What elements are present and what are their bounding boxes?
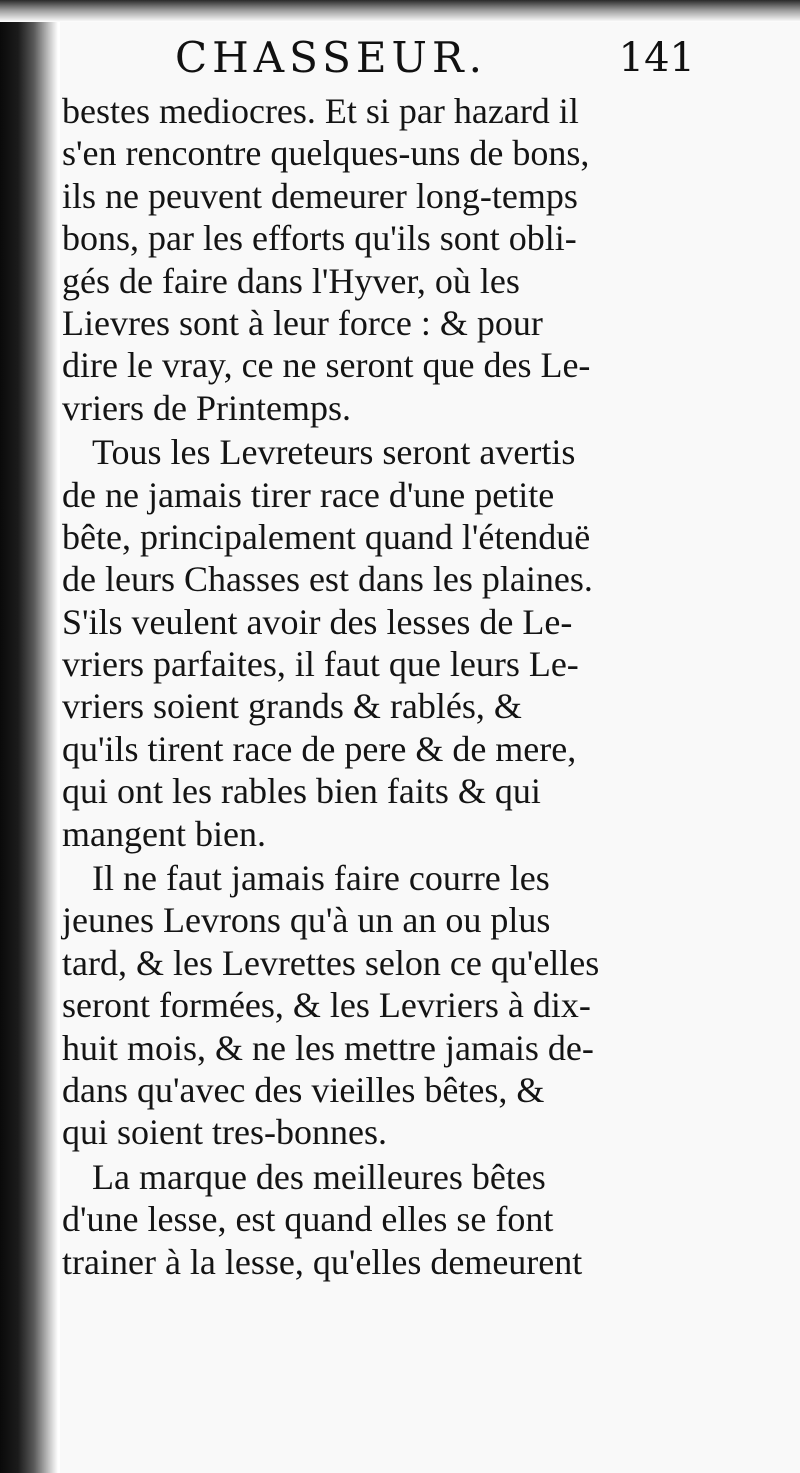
- text-line: Il ne faut jamais faire courre les: [92, 858, 550, 899]
- running-head: [115, 28, 695, 88]
- text-line: huit mois, & ne les mettre jamais de-: [62, 1027, 594, 1068]
- text-line: mangent bien.: [62, 813, 266, 854]
- paragraph: [62, 90, 692, 429]
- text-line: jeunes Levrons qu'à un an ou plus: [62, 900, 551, 941]
- text-line: tard, & les Levrettes selon ce qu'elles: [62, 942, 600, 983]
- text-line: vriers de Printemps.: [62, 387, 351, 428]
- text-line: d'une lesse, est quand elles se font: [62, 1199, 554, 1240]
- text-line: de leurs Chasses est dans les plaines.: [62, 559, 593, 600]
- page-top-shadow: [0, 0, 800, 22]
- text-line: qu'ils tirent race de pere & de mere,: [62, 728, 577, 769]
- text-line: bestes mediocres. Et si par hazard il: [62, 91, 579, 131]
- text-line: trainer à la lesse, qu'elles demeurent: [62, 1241, 583, 1282]
- text-line: bons, par les efforts qu'ils sont obli-: [62, 218, 577, 259]
- text-line: Lievres sont à leur force : & pour: [62, 302, 543, 343]
- text-line: de ne jamais tirer race d'une petite: [62, 474, 555, 515]
- text-line: qui soient tres-bonnes.: [62, 1112, 387, 1153]
- book-gutter-shadow: [0, 0, 58, 1473]
- running-title: CHASSEUR.: [175, 33, 487, 82]
- text-line: La marque des meilleures bêtes: [92, 1156, 546, 1197]
- paragraph: [62, 1156, 692, 1283]
- text-line: seront formées, & les Levriers à dix-: [62, 985, 591, 1026]
- text-line: vriers soient grands & rablés, &: [62, 686, 522, 727]
- text-line: bête, principalement quand l'étenduë: [62, 516, 591, 557]
- text-line: ils ne peuvent demeurer long-temps: [62, 175, 578, 216]
- text-line: gés de faire dans l'Hyver, où les: [62, 260, 520, 301]
- text-line: Tous les Levreteurs seront avertis: [92, 432, 576, 473]
- text-line: vriers parfaites, il faut que leurs Le-: [62, 644, 579, 685]
- text-line: qui ont les rables bien faits & qui: [62, 771, 541, 812]
- paragraph: [62, 857, 692, 1154]
- text-line: dans qu'avec des vieilles bêtes, &: [62, 1069, 545, 1110]
- paragraph: [62, 431, 692, 855]
- text-line: dire le vray, ce ne seront que des Le-: [62, 345, 591, 386]
- text-line: s'en rencontre quelques-uns de bons,: [62, 133, 590, 174]
- body-text: [62, 90, 692, 1283]
- page-number: 141: [618, 35, 695, 81]
- text-line: S'ils veulent avoir des lesses de Le-: [62, 601, 573, 642]
